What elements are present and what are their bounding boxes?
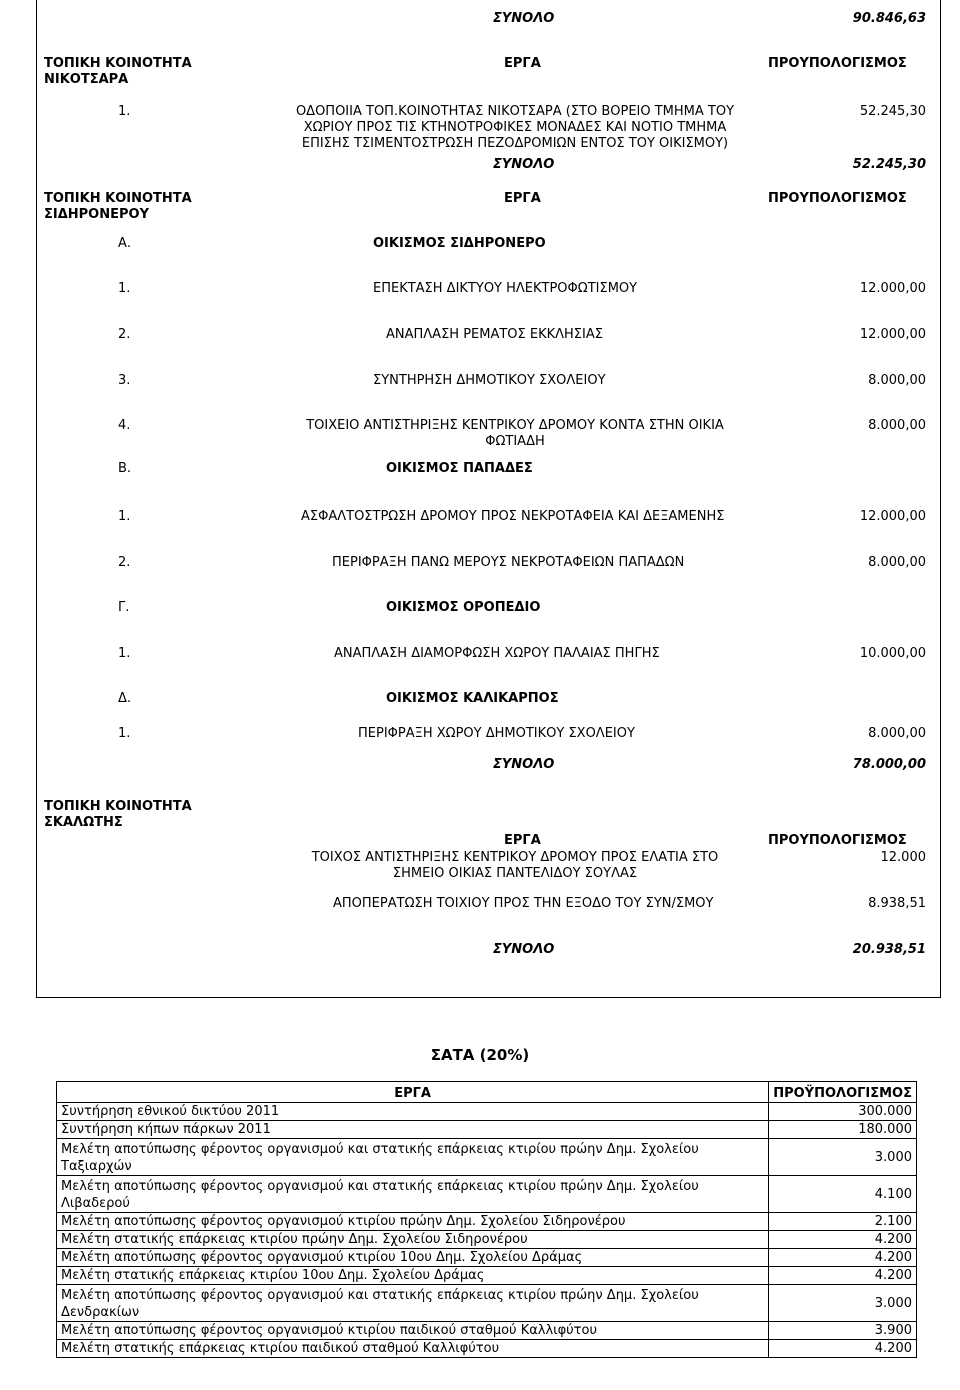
table-row — [57, 1322, 917, 1340]
table-row — [57, 1340, 917, 1358]
row-value: 4.100 — [769, 1176, 917, 1213]
row-text: Μελέτη αποτύπωσης φέροντος οργανισμού κτιρίου πρώην Δημ. Σχολείου Σιδηρονέρου — [57, 1213, 769, 1231]
row-text: Μελέτη αποτύπωσης φέροντος οργανισμού κτιρίου 10ου Δημ. Σχολείου Δράμας — [57, 1249, 769, 1267]
row-value: 4.200 — [769, 1249, 917, 1267]
item-number: 1. — [118, 726, 131, 741]
community-sidironero-line2: ΣΙΔΗΡΟΝΕΡΟΥ — [44, 207, 149, 222]
top-total-value: 90.846,63 — [852, 11, 926, 26]
section-title: ΟΙΚΙΣΜΟΣ ΠΑΠΑΔΕΣ — [386, 461, 533, 476]
section-title: ΟΙΚΙΣΜΟΣ ΣΙΔΗΡΟΝΕΡΟ — [373, 236, 546, 251]
table-row — [57, 1139, 917, 1176]
row-text-line1: Μελέτη αποτύπωσης φέροντος οργανισμού και στατικής επάρκειας κτιρίου πρώην Δημ. Σχολείου — [61, 1179, 699, 1194]
item-text: ΠΕΡΙΦΡΑΞΗ ΠΑΝΩ ΜΕΡΟΥΣ ΝΕΚΡΟΤΑΦΕΙΩΝ ΠΑΠΑΔΩΝ — [332, 555, 685, 570]
works-header: ΕΡΓΑ — [57, 1082, 769, 1103]
table-row — [57, 1231, 917, 1249]
section-letter: Β. — [118, 461, 132, 476]
item-text: ΕΠΕΚΤΑΣΗ ΔΙΚΤΥΟΥ ΗΛΕΚΤΡΟΦΩΤΙΣΜΟΥ — [373, 281, 638, 296]
budget-header: ΠΡΟΥΠΟΛΟΓΙΣΜΟΣ — [768, 56, 907, 71]
sata-title: ΣΑΤΑ (20%) — [430, 1046, 530, 1064]
item-text: ΣΥΝΤΗΡΗΣΗ ΔΗΜΟΤΙΚΟΥ ΣΧΟΛΕΙΟΥ — [373, 373, 606, 388]
subtotal-label: ΣΥΝΟΛΟ — [493, 942, 555, 957]
row-value: 180.000 — [769, 1121, 917, 1139]
item-value: 12.000,00 — [859, 281, 926, 296]
item-number: 1. — [118, 509, 131, 524]
item-text: ΑΝΑΠΛΑΣΗ ΡΕΜΑΤΟΣ ΕΚΚΛΗΣΙΑΣ — [386, 327, 603, 342]
item-number: 4. — [118, 418, 131, 433]
row-value: 4.200 — [769, 1267, 917, 1285]
item-number: 2. — [118, 327, 131, 342]
budget-header: ΠΡΟΥΠΟΛΟΓΙΣΜΟΣ — [768, 833, 907, 848]
item-text-line1: ΤΟΙΧΟΣ ΑΝΤΙΣΤΗΡΙΞΗΣ ΚΕΝΤΡΙΚΟΥ ΔΡΟΜΟΥ ΠΡΟΣ ΕΛΑΤΙΑ ΣΤΟ — [311, 850, 719, 865]
item-text: ΑΝΑΠΛΑΣΗ ΔΙΑΜΟΡΦΩΣΗ ΧΩΡΟΥ ΠΑΛΑΙΑΣ ΠΗΓΗΣ — [334, 646, 660, 661]
table-row — [57, 1176, 917, 1213]
row-value: 3.000 — [769, 1139, 917, 1176]
subtotal-label: ΣΥΝΟΛΟ — [493, 157, 555, 172]
item-text-line1: ΟΔΟΠΟΙΙΑ ΤΟΠ.ΚΟΙΝΟΤΗΤΑΣ ΝΙΚΟΤΣΑΡΑ (ΣΤΟ ΒΟΡΕΙΟ ΤΜΗΜΑ ΤΟΥ — [295, 104, 735, 119]
subtotal-value: 52.245,30 — [852, 157, 926, 172]
section-title: ΟΙΚΙΣΜΟΣ ΚΑΛΙΚΑΡΠΟΣ — [386, 691, 559, 706]
works-header: ΕΡΓΑ — [504, 191, 541, 206]
row-value: 3.000 — [769, 1285, 917, 1322]
table-row — [57, 1249, 917, 1267]
section-title: ΟΙΚΙΣΜΟΣ ΟΡΟΠΕΔΙΟ — [386, 600, 541, 615]
sata-table — [56, 1081, 917, 1358]
subtotal-value: 78.000,00 — [852, 757, 926, 772]
row-text: Συντήρηση εθνικού δικτύου 2011 — [57, 1103, 769, 1121]
row-value: 3.900 — [769, 1322, 917, 1340]
row-value: 300.000 — [769, 1103, 917, 1121]
table-row — [57, 1267, 917, 1285]
item-text-line2: ΦΩΤΙΑΔΗ — [485, 434, 545, 449]
item-text: ΠΕΡΙΦΡΑΞΗ ΧΩΡΟΥ ΔΗΜΟΤΙΚΟΥ ΣΧΟΛΕΙΟΥ — [358, 726, 635, 741]
item-value: 10.000,00 — [859, 646, 926, 661]
table-row — [57, 1285, 917, 1322]
section-letter: Δ. — [118, 691, 132, 706]
row-text: Μελέτη στατικής επάρκειας κτιρίου παιδικού σταθμού Καλλιφύτου — [57, 1340, 769, 1358]
item-number: 1. — [118, 281, 131, 296]
item-text-line1: ΤΟΙΧΕΙΟ ΑΝΤΙΣΤΗΡΙΞΗΣ ΚΕΝΤΡΙΚΟΥ ΔΡΟΜΟΥ ΚΟΝΤΑ ΣΤΗΝ ΟΙΚΙΑ — [306, 418, 724, 433]
community-sidironero-line1: ΤΟΠΙΚΗ ΚΟΙΝΟΤΗΤΑ — [44, 191, 192, 206]
item-text: ΑΠΟΠΕΡΑΤΩΣΗ ΤΟΙΧΙΟΥ ΠΡΟΣ ΤΗΝ ΕΞΟΔΟ ΤΟΥ ΣΥΝ/ΣΜΟΥ — [333, 896, 714, 911]
row-text — [57, 1139, 769, 1176]
item-value: 8.938,51 — [868, 896, 926, 911]
row-text-line1: Μελέτη αποτύπωσης φέροντος οργανισμού και στατικής επάρκειας κτιρίου πρώην Δημ. Σχολείου — [61, 1288, 699, 1303]
row-value: 2.100 — [769, 1213, 917, 1231]
budget-header: ΠΡΟΥΠΟΛΟΓΙΣΜΟΣ — [768, 191, 907, 206]
row-text: Μελέτη αποτύπωσης φέροντος οργανισμού κτιρίου παιδικού σταθμού Καλλιφύτου — [57, 1322, 769, 1340]
item-value: 52.245,30 — [859, 104, 926, 119]
subtotal-value: 20.938,51 — [852, 942, 926, 957]
row-text-line2: Λιβαδερού — [61, 1196, 130, 1211]
item-value: 12.000 — [880, 850, 926, 865]
item-value: 8.000,00 — [868, 418, 926, 433]
item-value: 12.000,00 — [859, 327, 926, 342]
row-text: Μελέτη στατικής επάρκειας κτιρίου 10ου Δημ. Σχολείου Δράμας — [57, 1267, 769, 1285]
community-skalotis-line2: ΣΚΑΛΩΤΗΣ — [44, 815, 123, 830]
item-number: 1. — [118, 646, 131, 661]
budget-header: ΠΡΟΫΠΟΛΟΓΙΣΜΟΣ — [769, 1082, 917, 1103]
row-value: 4.200 — [769, 1340, 917, 1358]
section-letter: Α. — [118, 236, 132, 251]
works-header: ΕΡΓΑ — [504, 833, 541, 848]
item-text: ΑΣΦΑΛΤΟΣΤΡΩΣΗ ΔΡΟΜΟΥ ΠΡΟΣ ΝΕΚΡΟΤΑΦΕΙΑ ΚΑΙ ΔΕΞΑΜΕΝΗΣ — [301, 509, 725, 524]
section-letter: Γ. — [118, 600, 130, 615]
works-header: ΕΡΓΑ — [504, 56, 541, 71]
item-text-line3: ΕΠΙΣΗΣ ΤΣΙΜΕΝΤΟΣΤΡΩΣΗ ΠΕΖΟΔΡΟΜΙΩΝ ΕΝΤΟΣ ΤΟΥ ΟΙΚΙΣΜΟΥ) — [301, 136, 729, 151]
table-row — [57, 1103, 917, 1121]
item-value: 8.000,00 — [868, 726, 926, 741]
community-nikotsara-line1: ΤΟΠΙΚΗ ΚΟΙΝΟΤΗΤΑ — [44, 56, 192, 71]
item-text-line2: ΣΗΜΕΙΟ ΟΙΚΙΑΣ ΠΑΝΤΕΛΙΔΟΥ ΣΟΥΛΑΣ — [392, 866, 638, 881]
row-value: 4.200 — [769, 1231, 917, 1249]
item-value: 8.000,00 — [868, 555, 926, 570]
subtotal-label: ΣΥΝΟΛΟ — [493, 757, 555, 772]
item-number: 3. — [118, 373, 131, 388]
row-text-line1: Μελέτη αποτύπωσης φέροντος οργανισμού και στατικής επάρκειας κτιρίου πρώην Δημ. Σχολείου — [61, 1142, 699, 1157]
community-skalotis-line1: ΤΟΠΙΚΗ ΚΟΙΝΟΤΗΤΑ — [44, 799, 192, 814]
table-header-row — [57, 1082, 917, 1103]
item-value: 12.000,00 — [859, 509, 926, 524]
row-text-line2: Ταξιαρχών — [61, 1159, 132, 1174]
item-number: 2. — [118, 555, 131, 570]
item-number: 1. — [118, 104, 131, 119]
community-nikotsara-line2: ΝΙΚΟΤΣΑΡΑ — [44, 72, 129, 87]
item-text-line2: ΧΩΡΙΟΥ ΠΡΟΣ ΤΙΣ ΚΤΗΝΟΤΡΟΦΙΚΕΣ ΜΟΝΑΔΕΣ ΚΑΙ ΝΟΤΙΟ ΤΜΗΜΑ — [303, 120, 727, 135]
row-text: Συντήρηση κήπων πάρκων 2011 — [57, 1121, 769, 1139]
row-text: Μελέτη στατικής επάρκειας κτιρίου πρώην Δημ. Σχολείου Σιδηρονέρου — [57, 1231, 769, 1249]
row-text — [57, 1285, 769, 1322]
item-value: 8.000,00 — [868, 373, 926, 388]
table-row — [57, 1121, 917, 1139]
row-text-line2: Δενδρακίων — [61, 1305, 140, 1320]
top-total-label: ΣΥΝΟΛΟ — [493, 11, 555, 26]
table-row — [57, 1213, 917, 1231]
row-text — [57, 1176, 769, 1213]
